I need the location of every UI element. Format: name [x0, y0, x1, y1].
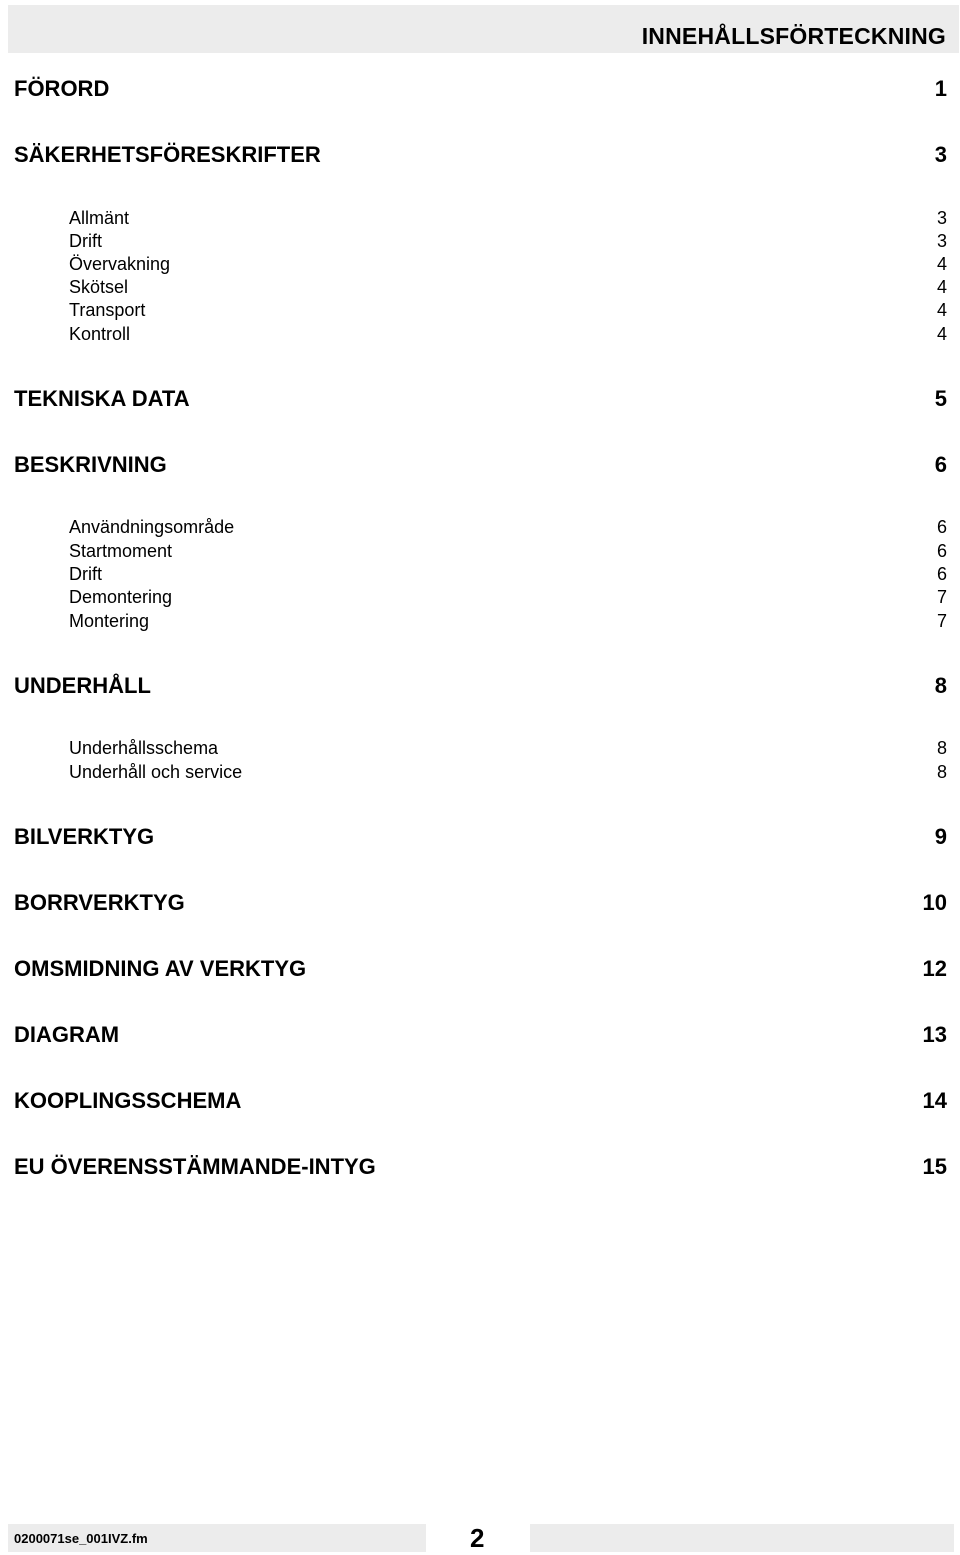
toc-entry-page: 7: [936, 587, 947, 607]
toc-section-label: DIAGRAM: [14, 1022, 120, 1047]
toc-section-page: 10: [922, 890, 947, 915]
toc-section-kooplingsschema: [0, 1088, 960, 1114]
toc-section-label: TEKNISKA DATA: [14, 386, 190, 411]
toc-section-label: KOOPLINGSSCHEMA: [14, 1088, 242, 1113]
toc-entry-underhall-och-service: [0, 762, 960, 788]
toc-section-underhall: [0, 673, 960, 699]
toc-section-omsmidning: [0, 956, 960, 982]
toc-entry-page: 3: [936, 231, 947, 251]
toc-entry-page: 4: [936, 324, 947, 344]
toc-section-page: 9: [934, 824, 947, 849]
toc-entry-label: Underhåll och service: [69, 762, 243, 782]
toc-entry-label: Drift: [69, 231, 102, 251]
footer-right-bar: [530, 1524, 954, 1552]
toc-entry-label: Drift: [69, 564, 102, 584]
toc-section-label: BORRVERKTYG: [14, 890, 185, 915]
toc-entry-page: 4: [936, 254, 947, 274]
toc-section-label: BILVERKTYG: [14, 824, 155, 849]
toc-entry-anvandningsomrade: [0, 517, 960, 543]
toc-entry-label: Underhållsschema: [69, 738, 219, 758]
footer-page-number: 2: [470, 1523, 485, 1553]
toc-entry-label: Allmänt: [69, 208, 130, 228]
toc-entry-page: 3: [936, 208, 947, 228]
toc-entry-montering: [0, 611, 960, 637]
toc-section-beskrivning: [0, 452, 960, 478]
toc-section-label: OMSMIDNING AV VERKTYG: [14, 956, 307, 981]
toc-entry-page: 6: [936, 564, 947, 584]
toc-section-page: 13: [922, 1022, 947, 1047]
header-bar: [8, 5, 959, 53]
toc-section-label: BESKRIVNING: [14, 452, 167, 477]
toc-entry-label: Demontering: [69, 587, 173, 607]
toc-section-page: 6: [934, 452, 947, 477]
toc-section-page: 14: [922, 1088, 947, 1113]
toc-entry-label: Startmoment: [69, 541, 173, 561]
toc-entry-label: Kontroll: [69, 324, 131, 344]
toc-entry-page: 6: [936, 517, 947, 537]
toc-section-bilverktyg: [0, 824, 960, 850]
toc-section-label: SÄKERHETSFÖRESKRIFTER: [14, 142, 321, 167]
toc-section-label: FÖRORD: [14, 76, 110, 101]
toc-section-forord: [0, 76, 960, 102]
toc-entry-page: 8: [936, 762, 947, 782]
toc-section-page: 8: [934, 673, 947, 698]
toc-entry-label: Transport: [69, 300, 146, 320]
toc-entry-label: Övervakning: [69, 254, 171, 274]
toc-section-label: EU ÖVERENSSTÄMMANDE-INTYG: [14, 1154, 376, 1179]
toc-section-diagram: [0, 1022, 960, 1048]
toc-entry-transport: [0, 300, 960, 326]
toc-entry-demontering: [0, 587, 960, 613]
toc-section-page: 1: [934, 76, 947, 101]
page-title: INNEHÅLLSFÖRTECKNING: [641, 23, 946, 49]
toc-section-page: 12: [922, 956, 947, 981]
toc-entry-label: Användningsområde: [69, 517, 235, 537]
toc-section-tekniska-data: [0, 386, 960, 412]
toc-section-borrverktyg: [0, 890, 960, 916]
toc-entry-kontroll: [0, 324, 960, 350]
toc-entry-page: 6: [936, 541, 947, 561]
footer-filename: 0200071se_001IVZ.fm: [14, 1531, 148, 1546]
toc-section-page: 15: [922, 1154, 947, 1179]
toc-entry-page: 8: [936, 738, 947, 758]
toc-entry-label: Skötsel: [69, 277, 129, 297]
toc-section-sakerhetsforeskrifter: [0, 142, 960, 168]
toc-entry-label: Montering: [69, 611, 150, 631]
toc-entry-page: 4: [936, 277, 947, 297]
toc-entry-page: 4: [936, 300, 947, 320]
toc-section-label: UNDERHÅLL: [14, 673, 151, 698]
toc-section-page: 5: [934, 386, 947, 411]
toc-entry-underhallsschema: [0, 738, 960, 764]
toc-entry-page: 7: [936, 611, 947, 631]
toc-section-eu-intyg: [0, 1154, 960, 1180]
toc-section-page: 3: [934, 142, 947, 167]
footer-file-bar: [8, 1524, 426, 1552]
